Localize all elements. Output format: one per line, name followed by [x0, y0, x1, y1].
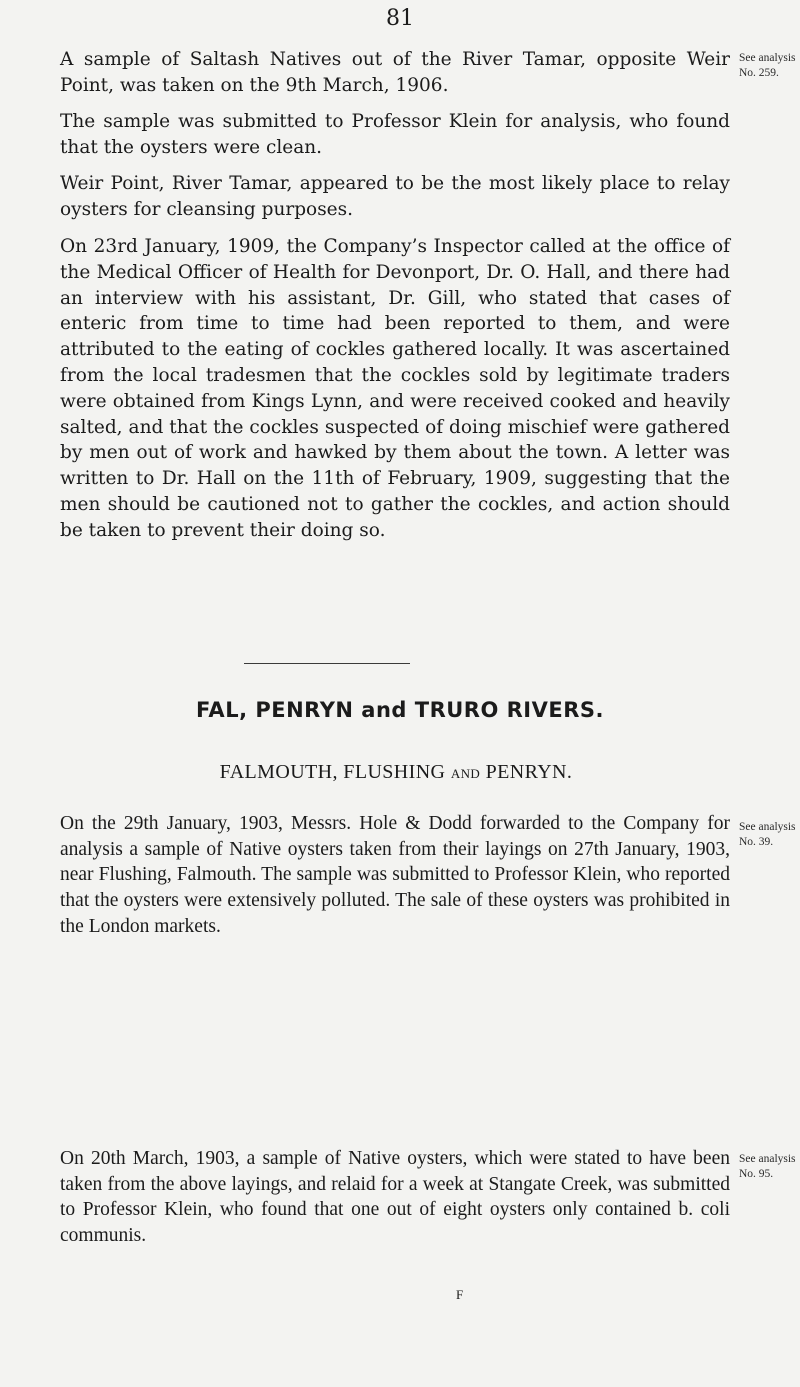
- subheading-part-2: PENRYN.: [485, 761, 573, 783]
- margin-note-analysis-259: See analysis No. 259.: [739, 52, 796, 79]
- margin-note-analysis-39: See analysis No. 39.: [739, 821, 796, 848]
- paragraph-devonport-inspector: On 23rd January, 1909, the Company’s Inspector called at the office of the Medical Officer of Health for Devonport, Dr. O. Hall, and there had an interview with his assistant, Dr. Gill, who stated that cases of enteric from time to time had been reported to them, and were attributed to the eating of cockles gathered locally. It was ascertained from the local tradesmen that the cockles sold by legitimate traders were obtained from Kings Lynn, and were received cooked and heavily salted, and that the cockles suspected of doing mischief were gathered by men out of work and hawked by them about the town. A letter was written to Dr. Hall on the 11th of February, 1909, suggesting that the men should be cautioned not to gather the cockles, and action should be taken to prevent their doing so.: [60, 236, 730, 541]
- page-number: 81: [386, 6, 414, 31]
- paragraph-hole-dodd: On the 29th January, 1903, Messrs. Hole & Dodd forwarded to the Company for analysis a sample of Native oysters taken from their layings on 27th January, 1903, near Flushing, Falmouth. The sample was submitted to Professor Klein, who reported that the oysters were extensively polluted. The sale of these oysters was prohibited in the London markets.: [60, 813, 730, 937]
- section-divider: [244, 663, 410, 664]
- margin-note-analysis-95: See analysis No. 95.: [739, 1153, 796, 1180]
- paragraph-stangate-creek: On 20th March, 1903, a sample of Native oysters, which were stated to have been taken from the above layings, and relaid for a week at Stangate Creek, was submitted to Professor Klein, who found that one out of eight oysters only contained b. coli communis.: [60, 1148, 730, 1247]
- paragraph-weir-point: Weir Point, River Tamar, appeared to be the most likely place to relay oysters for cleansing purposes.: [60, 173, 730, 220]
- paragraph-saltash-sample: A sample of Saltash Natives out of the River Tamar, opposite Weir Point, was taken on the 9th March, 1906.: [60, 49, 730, 96]
- footer-signature: F: [456, 1287, 464, 1302]
- section-subheading: [0, 758, 792, 788]
- subheading-part-1: FALMOUTH, FLUSHING: [219, 761, 446, 783]
- section-heading: FAL, PENRYN and TRURO RIVERS.: [196, 698, 604, 722]
- paragraph-klein-analysis: The sample was submitted to Professor Klein for analysis, who found that the oysters were clean.: [60, 111, 730, 158]
- subheading-and: AND: [450, 766, 481, 781]
